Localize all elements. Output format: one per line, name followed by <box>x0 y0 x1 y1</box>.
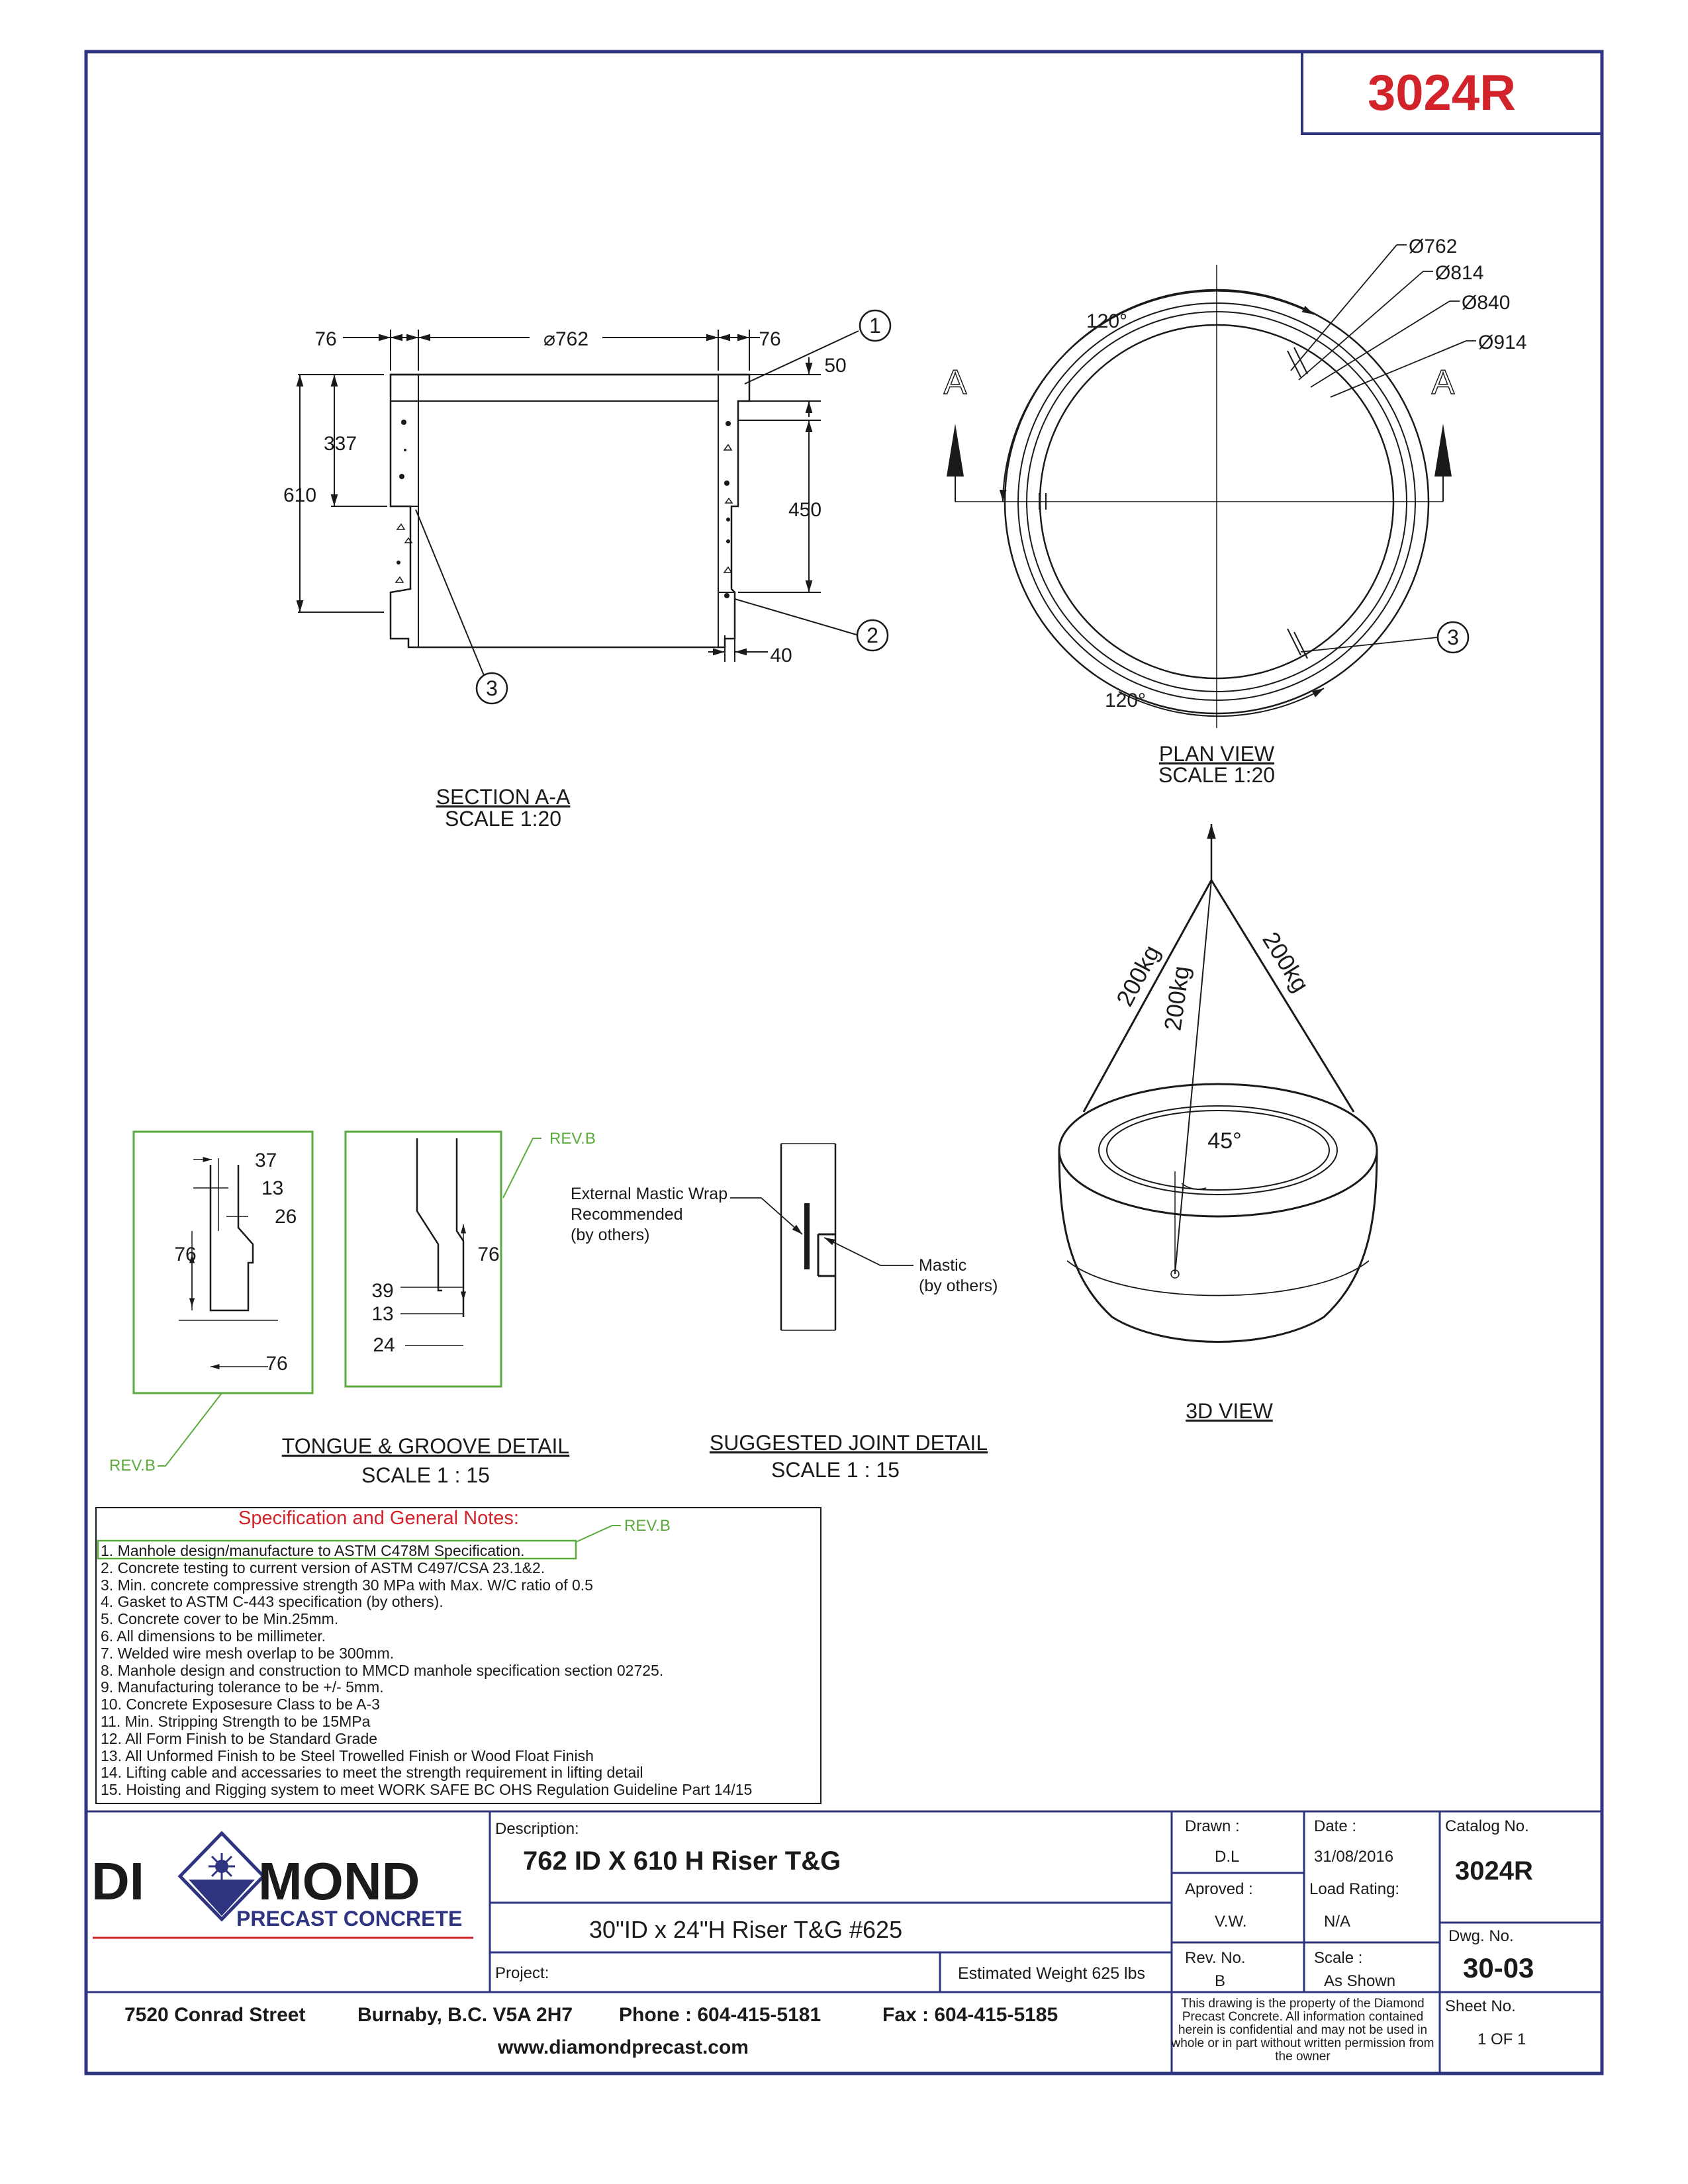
dim-upper-height: 337 <box>323 433 357 455</box>
tg-dim-76-right: 76 <box>477 1244 500 1265</box>
tg-dim-26: 26 <box>275 1206 297 1228</box>
wrap-note-line3: (by others) <box>571 1226 650 1244</box>
tg-dim-13-right: 13 <box>371 1303 394 1325</box>
angle-45: 45° <box>1207 1128 1242 1154</box>
note-item: 14. Lifting cable and accessaries to meet the strength requirement in lifting detail <box>101 1764 643 1782</box>
date-label: Date : <box>1314 1817 1357 1835</box>
section-marker-left: A <box>943 363 967 402</box>
plan-diameter-914: Ø914 <box>1478 332 1527 353</box>
callout-3-section <box>477 673 507 704</box>
svg-text:DI: DI <box>91 1852 144 1911</box>
note-item: 7. Welded wire mesh overlap to be 300mm. <box>101 1644 395 1662</box>
note-item: 2. Concrete testing to current version of ASTM C497/CSA 23.1&2. <box>101 1559 545 1576</box>
plan-diameter-762: Ø762 <box>1409 236 1458 257</box>
dim-left-wall: 76 <box>314 328 337 350</box>
dwg-number: 30-03 <box>1463 1952 1534 1983</box>
note-item: 15. Hoisting and Rigging system to meet WORK SAFE BC OHS Regulation Guideline Part 14/15 <box>101 1781 753 1799</box>
view-3d <box>1059 824 1377 1342</box>
phone-number: Phone : 604-415-5181 <box>619 2004 821 2026</box>
catalog-label: Catalog No. <box>1445 1817 1529 1835</box>
notes-title: Specification and General Notes: <box>238 1508 519 1529</box>
svg-text:PRECAST CONCRETE: PRECAST CONCRETE <box>236 1907 463 1931</box>
description-label: Description: <box>495 1820 579 1838</box>
svg-text:3: 3 <box>1447 625 1459 649</box>
section-scale: SCALE 1:20 <box>444 807 562 831</box>
plan-angle-top: 120° <box>1086 310 1128 332</box>
section-view <box>391 375 749 647</box>
callout-3-plan <box>1438 622 1468 653</box>
svg-text:3: 3 <box>486 676 498 700</box>
description-title: 762 ID X 610 H Riser T&G <box>523 1846 841 1876</box>
tg-title: TONGUE & GROOVE DETAIL <box>281 1434 570 1458</box>
tg-rev-tag-right: REV.B <box>549 1130 596 1148</box>
note-item: 5. Concrete cover to be Min.25mm. <box>101 1610 339 1628</box>
dim-right-wall: 76 <box>759 328 781 350</box>
company-logo <box>91 1833 473 1938</box>
load-right: 200kg <box>1257 927 1315 997</box>
load-rating-label: Load Rating: <box>1309 1880 1400 1898</box>
plan-title: PLAN VIEW <box>1158 742 1275 766</box>
note-item: 3. Min. concrete compressive strength 30 MPa with Max. W/C ratio of 0.5 <box>101 1576 593 1594</box>
tg-dim-37: 37 <box>255 1150 277 1171</box>
dwg-label: Dwg. No. <box>1448 1927 1514 1945</box>
plan-diameter-840: Ø840 <box>1462 292 1511 314</box>
notes-list <box>101 1543 816 1799</box>
plan-diameter-814: Ø814 <box>1435 262 1484 284</box>
fax-number: Fax : 604-415-5185 <box>882 2004 1058 2026</box>
address-street: 7520 Conrad Street <box>124 2004 306 2026</box>
dim-groove-depth: 40 <box>770 645 792 666</box>
svg-text:1: 1 <box>869 314 881 338</box>
tg-rev-tag-left: REV.B <box>109 1457 156 1475</box>
tg-dim-13: 13 <box>261 1177 284 1199</box>
svg-text:MOND: MOND <box>258 1852 420 1911</box>
drawn-label: Drawn : <box>1185 1817 1240 1835</box>
note-item: 8. Manhole design and construction to MMCD manhole specification section 02725. <box>101 1661 664 1679</box>
plan-angle-bottom: 120° <box>1104 690 1147 711</box>
rev-value: B <box>1215 1972 1226 1990</box>
note-item: 4. Gasket to ASTM C-443 specification (by others). <box>101 1593 444 1611</box>
tg-dim-76-bottom: 76 <box>265 1353 288 1375</box>
sheet-value: 1 OF 1 <box>1477 2030 1526 2048</box>
note-item: 12. All Form Finish to be Standard Grade <box>101 1729 378 1747</box>
mastic-note-line1: Mastic <box>919 1256 967 1275</box>
drawing-tag: 3024R <box>1368 65 1516 121</box>
date-value: 31/08/2016 <box>1314 1848 1394 1866</box>
view3d-title: 3D VIEW <box>1186 1399 1273 1423</box>
wrap-note-line1: External Mastic Wrap <box>571 1185 728 1203</box>
tg-dim-76-left: 76 <box>174 1244 197 1265</box>
dim-inner-diameter: ⌀762 <box>543 328 589 350</box>
note-item: 1. Manhole design/manufacture to ASTM C478M Specification. <box>101 1542 525 1559</box>
drawn-value: D.L <box>1215 1848 1240 1866</box>
plan-scale: SCALE 1:20 <box>1158 763 1276 787</box>
load-center: 200kg <box>1158 964 1195 1032</box>
sheet-label: Sheet No. <box>1445 1997 1516 2015</box>
plan-view <box>947 245 1476 728</box>
notes-rev-tag: REV.B <box>624 1517 671 1535</box>
confidentiality-notice: This drawing is the property of the Diamond Precast Concrete. All information contained herein is confidential and may not be used in whole or in part without written permission from the owner <box>1171 1997 1434 2064</box>
dim-tongue-height: 50 <box>824 355 847 377</box>
note-item: 6. All dimensions to be millimeter. <box>101 1627 326 1645</box>
wrap-note-line2: Recommended <box>571 1205 683 1224</box>
tg-dim-24: 24 <box>373 1334 395 1356</box>
address-city: Burnaby, B.C. V5A 2H7 <box>357 2004 573 2026</box>
approved-value: V.W. <box>1215 1913 1247 1931</box>
notes-rev-leader <box>576 1525 621 1542</box>
project-label: Project: <box>495 1964 549 1982</box>
rev-label: Rev. No. <box>1185 1949 1246 1967</box>
callout-1 <box>860 310 890 341</box>
tg-detail <box>134 1132 541 1466</box>
section-dimensions <box>298 330 859 682</box>
note-item: 13. All Unformed Finish to be Steel Trowelled Finish or Wood Float Finish <box>101 1747 594 1764</box>
load-left: 200kg <box>1110 940 1166 1011</box>
scale-label: Scale : <box>1314 1949 1363 1967</box>
section-left-wall <box>391 375 749 647</box>
estimated-weight: Estimated Weight 625 lbs <box>958 1964 1146 1983</box>
mastic-note-line2: (by others) <box>919 1277 998 1295</box>
note-item: 9. Manufacturing tolerance to be +/- 5mm. <box>101 1678 384 1696</box>
website-link[interactable]: www.diamondprecast.com <box>498 2036 749 2058</box>
joint-detail <box>730 1144 914 1330</box>
note-item: 10. Concrete Exposesure Class to be A-3 <box>101 1696 380 1713</box>
description-imperial: 30"ID x 24"H Riser T&G #625 <box>589 1916 903 1943</box>
tg-dim-39: 39 <box>371 1280 394 1302</box>
note-item: 11. Min. Stripping Strength to be 15MPa <box>101 1712 371 1730</box>
joint-title: SUGGESTED JOINT DETAIL <box>709 1431 988 1455</box>
section-title: SECTION A-A <box>436 785 571 809</box>
dim-inner-height: 450 <box>788 499 822 521</box>
approved-label: Aproved : <box>1185 1880 1253 1898</box>
catalog-number: 3024R <box>1455 1856 1533 1886</box>
dim-overall-height: 610 <box>283 484 317 506</box>
scale-value: As Shown <box>1324 1972 1396 1990</box>
joint-scale: SCALE 1 : 15 <box>771 1458 900 1482</box>
tg-scale: SCALE 1 : 15 <box>361 1463 490 1487</box>
section-marker-right: A <box>1431 363 1455 402</box>
svg-text:2: 2 <box>867 623 878 647</box>
callout-2 <box>857 620 888 651</box>
load-rating-value: N/A <box>1324 1913 1351 1931</box>
